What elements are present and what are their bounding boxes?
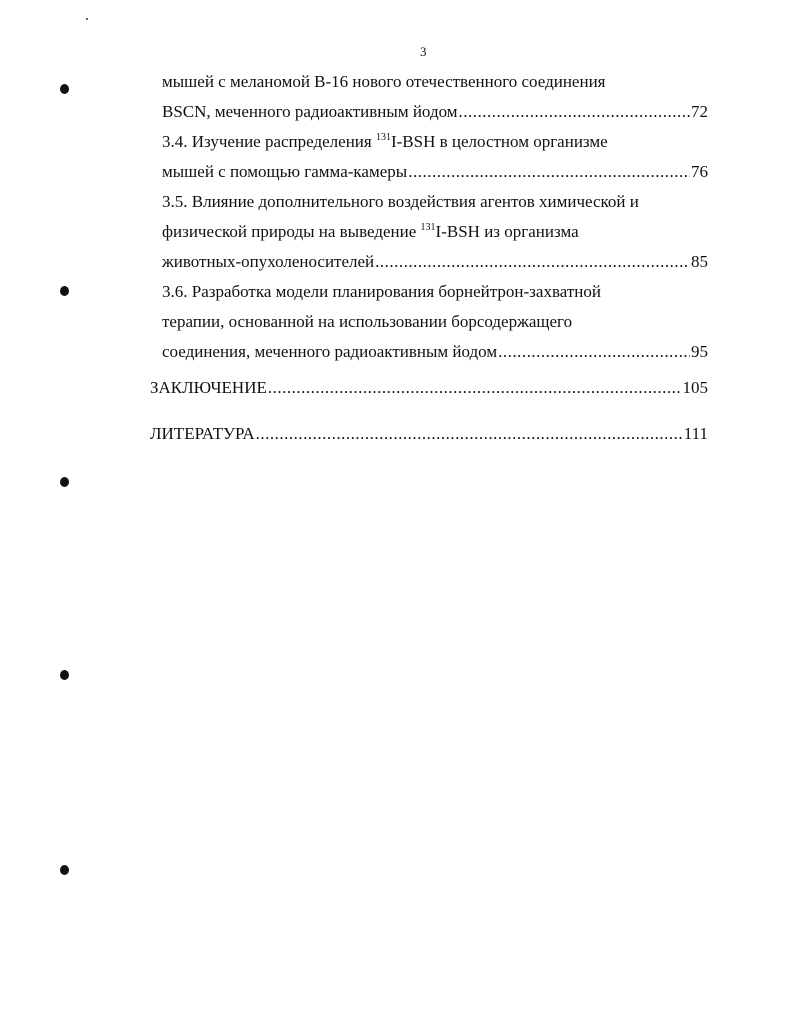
toc-entry-3-5-page: 85: [691, 252, 708, 271]
toc-entry-3-6-page: 95: [691, 342, 708, 361]
dot-leader: [408, 162, 690, 182]
toc-entry-3-6-line-2: терапии, основанной на использовании борсодержащего: [162, 312, 573, 331]
dot-leader: [375, 252, 690, 272]
page-number: 3: [420, 44, 427, 59]
punch-hole-4: [60, 670, 69, 680]
toc-entry-3-4-page: 76: [691, 162, 708, 181]
toc-entry-3-2-text: BSCN, меченного радиоактивным йодом: [162, 102, 458, 121]
punch-hole-5: [60, 865, 69, 875]
toc-entry-3-6-text: соединения, меченного радиоактивным йодом: [162, 342, 498, 361]
punch-hole-2: [60, 286, 69, 296]
toc-entry-literature-label: ЛИТЕРАТУРА: [150, 424, 255, 443]
dot-leader: [256, 424, 683, 444]
toc-entry-3-5-line-3: [162, 252, 708, 272]
toc-entry-3-4-line-2: [162, 162, 708, 182]
toc-entry-3-5-line-2: [162, 222, 579, 242]
toc-entry-3-5-text: животных-опухоленосителей: [162, 252, 375, 271]
toc-entry-literature: [150, 424, 708, 444]
isotope-superscript: 131: [375, 132, 391, 143]
toc-entry-3-4-line-1: [162, 132, 608, 152]
isotope-superscript: 131: [420, 222, 436, 233]
dot-leader: [498, 342, 690, 362]
toc-entry-3-2-page: 72: [691, 102, 708, 121]
toc-entry-3-5-line-1: 3.5. Влияние дополнительного воздействия агентов химической и: [162, 192, 639, 211]
toc-entry-3-2-line-2: [162, 102, 708, 122]
toc-entry-3-2-line-1: мышей с меланомой В-16 нового отечественного соединения: [162, 72, 606, 91]
toc-entry-3-5-text-post: I-BSH из организма: [435, 222, 579, 241]
toc-entry-3-5-text-pre: физической природы на выведение: [162, 222, 421, 241]
punch-hole-3: [60, 477, 69, 487]
toc-entry-conclusion-label: ЗАКЛЮЧЕНИЕ: [150, 378, 267, 397]
punch-hole-1: [60, 84, 69, 94]
dot-leader: [268, 378, 682, 398]
toc-entry-3-6-line-1: 3.6. Разработка модели планирования борнейтрон-захватной: [162, 282, 601, 301]
toc-entry-3-4-text: мышей с помощью гамма-камеры: [162, 162, 408, 181]
toc-entry-3-4-text-pre: 3.4. Изучение распределения: [162, 132, 376, 151]
dot-leader: [459, 102, 690, 122]
toc-entry-conclusion: [150, 378, 708, 398]
toc-entry-conclusion-page: 105: [682, 378, 708, 397]
toc-entry-literature-page: 111: [683, 424, 708, 443]
scan-speck: [86, 18, 88, 20]
toc-entry-3-6-line-3: [162, 342, 708, 362]
toc-entry-3-4-text-post: I-BSH в целостном организме: [390, 132, 608, 151]
